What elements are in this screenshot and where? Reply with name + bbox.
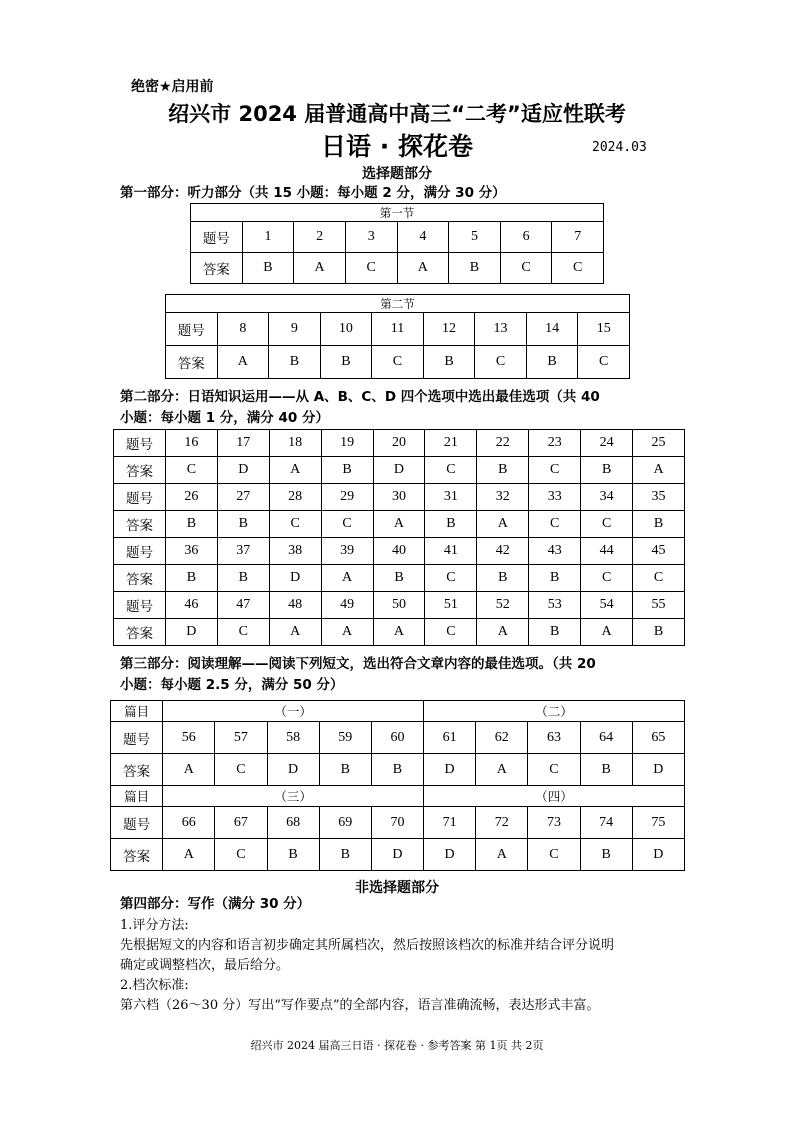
part3-title-line1: 第三部分：阅读理解——阅读下列短文，选出符合文章内容的最佳选项。（共 20 bbox=[120, 656, 596, 672]
answer-cell: C bbox=[475, 346, 527, 379]
answer-cell: D bbox=[267, 754, 319, 786]
answer-cell: B bbox=[526, 346, 578, 379]
part2-title-line2: 小题：每小题 1 分，满分 40 分） bbox=[120, 410, 329, 426]
question-number-row bbox=[114, 484, 685, 511]
question-number: 41 bbox=[425, 538, 477, 565]
question-number: 5 bbox=[449, 222, 501, 253]
answer-cell: B bbox=[633, 619, 685, 646]
question-number: 65 bbox=[632, 722, 684, 754]
number-label: 题号 bbox=[114, 538, 166, 565]
question-number: 66 bbox=[163, 807, 215, 839]
answer-cell: B bbox=[580, 839, 632, 871]
answer-label: 答案 bbox=[114, 565, 166, 592]
question-number: 21 bbox=[425, 430, 477, 457]
answer-cell: A bbox=[294, 253, 346, 284]
question-number: 23 bbox=[529, 430, 581, 457]
question-number: 39 bbox=[321, 538, 373, 565]
number-label: 题号 bbox=[166, 313, 218, 346]
choice-section-heading: 选择题部分 bbox=[362, 166, 432, 182]
answer-cell: A bbox=[163, 839, 215, 871]
answer-cell: B bbox=[165, 565, 217, 592]
answer-cell: B bbox=[165, 511, 217, 538]
answer-cell: C bbox=[425, 619, 477, 646]
question-number: 42 bbox=[477, 538, 529, 565]
question-number: 40 bbox=[373, 538, 425, 565]
answer-cell: C bbox=[165, 457, 217, 484]
answer-cell: D bbox=[269, 565, 321, 592]
answer-label: 答案 bbox=[114, 511, 166, 538]
answer-cell: A bbox=[476, 754, 528, 786]
passage-group: （二） bbox=[424, 701, 685, 722]
answer-cell: B bbox=[423, 346, 475, 379]
number-label: 题号 bbox=[114, 592, 166, 619]
answer-cell: B bbox=[242, 253, 294, 284]
answer-cell: A bbox=[397, 253, 449, 284]
answer-cell: A bbox=[476, 839, 528, 871]
question-number: 69 bbox=[319, 807, 371, 839]
nonchoice-section-heading: 非选择题部分 bbox=[355, 880, 439, 896]
passage-row bbox=[111, 786, 685, 807]
question-number: 35 bbox=[633, 484, 685, 511]
question-number: 34 bbox=[581, 484, 633, 511]
answer-cell: B bbox=[269, 346, 321, 379]
answer-cell: C bbox=[425, 565, 477, 592]
answer-cell: B bbox=[321, 457, 373, 484]
page-footer: 绍兴市 2024 届高三日语 · 探花卷 · 参考答案 第 1页 共 2页 bbox=[250, 1039, 544, 1052]
number-label: 题号 bbox=[111, 807, 163, 839]
answer-cell: A bbox=[633, 457, 685, 484]
answer-cell: B bbox=[217, 511, 269, 538]
question-number: 38 bbox=[269, 538, 321, 565]
question-number: 73 bbox=[528, 807, 580, 839]
part3-title-line2: 小题：每小题 2.5 分，满分 50 分） bbox=[120, 677, 344, 693]
part4-line: 确定或调整档次，最后给分。 bbox=[120, 958, 290, 973]
question-number: 57 bbox=[215, 722, 267, 754]
answer-cell: B bbox=[477, 457, 529, 484]
listening-section2-table bbox=[165, 294, 630, 379]
question-number: 13 bbox=[475, 313, 527, 346]
question-number: 75 bbox=[632, 807, 684, 839]
part4-line: 先根据短文的内容和语言初步确定其所属档次，然后按照该档次的标准并结合评分说明 bbox=[120, 938, 615, 953]
answer-cell: C bbox=[217, 619, 269, 646]
answer-cell: C bbox=[372, 346, 424, 379]
answer-row bbox=[114, 511, 685, 538]
question-number: 37 bbox=[217, 538, 269, 565]
question-number: 33 bbox=[529, 484, 581, 511]
answer-label: 答案 bbox=[166, 346, 218, 379]
answer-cell: C bbox=[633, 565, 685, 592]
question-number: 18 bbox=[269, 430, 321, 457]
question-number: 20 bbox=[373, 430, 425, 457]
question-number: 1 bbox=[242, 222, 294, 253]
answer-cell: C bbox=[529, 511, 581, 538]
number-label: 题号 bbox=[111, 722, 163, 754]
question-number: 74 bbox=[580, 807, 632, 839]
question-number: 53 bbox=[529, 592, 581, 619]
answer-row bbox=[114, 457, 685, 484]
question-number: 27 bbox=[217, 484, 269, 511]
question-number: 6 bbox=[500, 222, 552, 253]
question-number: 17 bbox=[217, 430, 269, 457]
question-number-row bbox=[111, 807, 685, 839]
question-number: 16 bbox=[165, 430, 217, 457]
question-number: 56 bbox=[163, 722, 215, 754]
question-number: 47 bbox=[217, 592, 269, 619]
question-number: 10 bbox=[320, 313, 372, 346]
exam-date: 2024.03 bbox=[592, 140, 647, 155]
question-number: 3 bbox=[345, 222, 397, 253]
answer-cell: B bbox=[529, 565, 581, 592]
question-number-row bbox=[111, 722, 685, 754]
question-number: 70 bbox=[371, 807, 423, 839]
answer-cell: A bbox=[477, 619, 529, 646]
answer-cell: C bbox=[500, 253, 552, 284]
answer-cell: B bbox=[267, 839, 319, 871]
question-number: 45 bbox=[633, 538, 685, 565]
passage-group: （四） bbox=[424, 786, 685, 807]
answer-row bbox=[114, 619, 685, 646]
answer-cell: C bbox=[215, 754, 267, 786]
answer-cell: A bbox=[321, 565, 373, 592]
question-number: 7 bbox=[552, 222, 604, 253]
question-number: 29 bbox=[321, 484, 373, 511]
question-number: 24 bbox=[581, 430, 633, 457]
question-number: 52 bbox=[477, 592, 529, 619]
answer-cell: D bbox=[424, 754, 476, 786]
answer-row bbox=[111, 839, 685, 871]
answer-cell: C bbox=[529, 457, 581, 484]
answer-cell: C bbox=[345, 253, 397, 284]
question-number: 22 bbox=[477, 430, 529, 457]
answer-label: 答案 bbox=[191, 253, 243, 284]
question-number: 46 bbox=[165, 592, 217, 619]
answer-cell: D bbox=[165, 619, 217, 646]
question-number: 58 bbox=[267, 722, 319, 754]
number-label: 题号 bbox=[114, 484, 166, 511]
passage-group: （一） bbox=[163, 701, 424, 722]
answer-cell: B bbox=[449, 253, 501, 284]
exam-subtitle: 日语 · 探花卷 bbox=[321, 132, 473, 161]
answer-cell: D bbox=[424, 839, 476, 871]
question-number: 31 bbox=[425, 484, 477, 511]
part4-line: 2.档次标准: bbox=[120, 978, 189, 993]
answer-label: 答案 bbox=[111, 839, 163, 871]
question-number: 71 bbox=[424, 807, 476, 839]
answer-cell: A bbox=[373, 619, 425, 646]
answer-cell: C bbox=[425, 457, 477, 484]
question-number: 15 bbox=[578, 313, 630, 346]
answer-label: 答案 bbox=[114, 619, 166, 646]
knowledge-table bbox=[113, 429, 685, 646]
question-number: 2 bbox=[294, 222, 346, 253]
answer-cell: D bbox=[632, 754, 684, 786]
answer-cell: B bbox=[580, 754, 632, 786]
answer-cell: C bbox=[552, 253, 604, 284]
answer-cell: B bbox=[633, 511, 685, 538]
part4-line: 1.评分方法: bbox=[120, 918, 189, 933]
question-number: 26 bbox=[165, 484, 217, 511]
question-number: 63 bbox=[528, 722, 580, 754]
answer-cell: B bbox=[320, 346, 372, 379]
question-number: 11 bbox=[372, 313, 424, 346]
question-number: 30 bbox=[373, 484, 425, 511]
answer-cell: A bbox=[269, 457, 321, 484]
question-number: 44 bbox=[581, 538, 633, 565]
answer-cell: D bbox=[371, 839, 423, 871]
answer-cell: C bbox=[528, 839, 580, 871]
answer-cell: D bbox=[632, 839, 684, 871]
answer-cell: D bbox=[373, 457, 425, 484]
answer-cell: B bbox=[319, 839, 371, 871]
question-number: 48 bbox=[269, 592, 321, 619]
question-number: 59 bbox=[319, 722, 371, 754]
section1-caption: 第一节 bbox=[191, 204, 604, 222]
question-number: 43 bbox=[529, 538, 581, 565]
answer-cell: C bbox=[269, 511, 321, 538]
question-number: 54 bbox=[581, 592, 633, 619]
question-number: 19 bbox=[321, 430, 373, 457]
answer-cell: B bbox=[217, 565, 269, 592]
answer-cell: A bbox=[373, 511, 425, 538]
question-number: 14 bbox=[526, 313, 578, 346]
number-label: 题号 bbox=[114, 430, 166, 457]
question-number: 12 bbox=[423, 313, 475, 346]
listening-section1-table bbox=[190, 203, 604, 284]
passage-label: 篇目 bbox=[111, 786, 163, 807]
question-number: 4 bbox=[397, 222, 449, 253]
confidential-mark: 绝密★启用前 bbox=[131, 79, 214, 95]
passage-row bbox=[111, 701, 685, 722]
answer-row bbox=[111, 754, 685, 786]
question-number: 68 bbox=[267, 807, 319, 839]
question-number: 25 bbox=[633, 430, 685, 457]
number-label: 题号 bbox=[191, 222, 243, 253]
answer-cell: C bbox=[215, 839, 267, 871]
part1-title: 第一部分：听力部分（共 15 小题：每小题 2 分，满分 30 分） bbox=[120, 185, 506, 201]
section2-caption: 第二节 bbox=[166, 295, 630, 313]
part4-line: 第六档（26～30 分）写出“写作要点”的全部内容，语言准确流畅，表达形式丰富。 bbox=[120, 998, 600, 1013]
question-number: 36 bbox=[165, 538, 217, 565]
answer-cell: A bbox=[269, 619, 321, 646]
answer-cell: B bbox=[529, 619, 581, 646]
answer-cell: B bbox=[371, 754, 423, 786]
reading-table bbox=[110, 700, 685, 871]
part3-title bbox=[120, 654, 596, 696]
answer-cell: A bbox=[321, 619, 373, 646]
question-number: 72 bbox=[476, 807, 528, 839]
question-number: 60 bbox=[371, 722, 423, 754]
passage-label: 篇目 bbox=[111, 701, 163, 722]
question-number: 9 bbox=[269, 313, 321, 346]
question-number: 62 bbox=[476, 722, 528, 754]
answer-cell: A bbox=[581, 619, 633, 646]
answer-cell: B bbox=[373, 565, 425, 592]
part2-title-line1: 第二部分：日语知识运用——从 A、B、C、D 四个选项中选出最佳选项（共 40 bbox=[120, 389, 600, 405]
question-number: 61 bbox=[424, 722, 476, 754]
part4-title: 第四部分：写作（满分 30 分） bbox=[120, 896, 311, 912]
question-number-row bbox=[114, 538, 685, 565]
answer-cell: B bbox=[477, 565, 529, 592]
question-number: 32 bbox=[477, 484, 529, 511]
answer-cell: A bbox=[477, 511, 529, 538]
question-number: 64 bbox=[580, 722, 632, 754]
answer-cell: C bbox=[528, 754, 580, 786]
part2-title bbox=[120, 387, 600, 429]
answer-cell: C bbox=[578, 346, 630, 379]
question-number: 51 bbox=[425, 592, 477, 619]
answer-cell: C bbox=[581, 565, 633, 592]
question-number-row bbox=[114, 592, 685, 619]
answer-cell: C bbox=[321, 511, 373, 538]
question-number: 50 bbox=[373, 592, 425, 619]
answer-cell: C bbox=[581, 511, 633, 538]
answer-cell: B bbox=[319, 754, 371, 786]
exam-title: 绍兴市 2024 届普通高中高三“二考”适应性联考 bbox=[168, 102, 626, 126]
answer-cell: B bbox=[425, 511, 477, 538]
answer-cell: D bbox=[217, 457, 269, 484]
question-number: 67 bbox=[215, 807, 267, 839]
question-number: 8 bbox=[217, 313, 269, 346]
answer-label: 答案 bbox=[111, 754, 163, 786]
passage-group: （三） bbox=[163, 786, 424, 807]
answer-row bbox=[114, 565, 685, 592]
answer-cell: A bbox=[163, 754, 215, 786]
question-number: 49 bbox=[321, 592, 373, 619]
question-number: 55 bbox=[633, 592, 685, 619]
question-number: 28 bbox=[269, 484, 321, 511]
question-number-row bbox=[114, 430, 685, 457]
answer-cell: A bbox=[217, 346, 269, 379]
answer-label: 答案 bbox=[114, 457, 166, 484]
answer-cell: B bbox=[581, 457, 633, 484]
